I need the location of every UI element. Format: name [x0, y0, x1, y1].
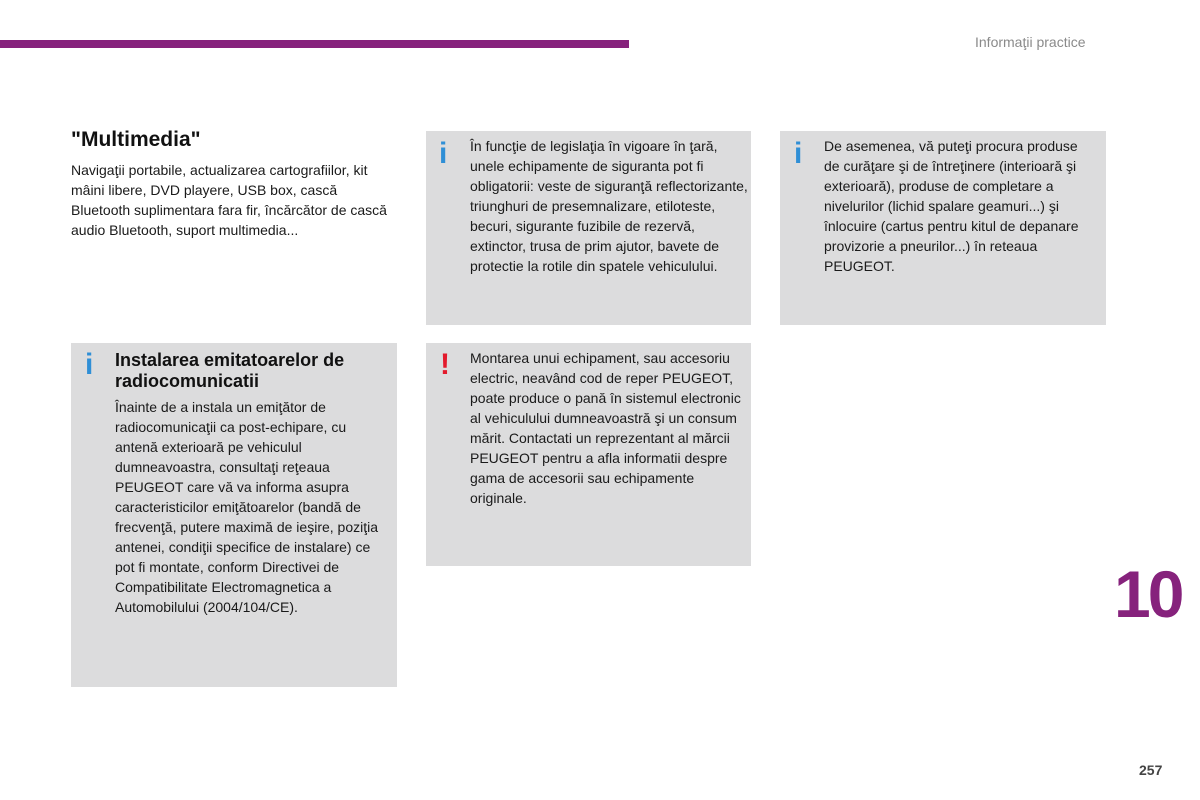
electrical-accessory-warning-box — [426, 343, 751, 566]
radio-transmitter-heading: Instalarea emitatoarelor de radiocomunicatii — [115, 350, 345, 391]
multimedia-text: Navigaţii portabile, actualizarea cartografiilor, kit mâini libere, DVD playere, USB box, cască Bluetooth suplimentara fara fir, încărcător de cască audio Bluetooth, suport multimedia... — [71, 162, 387, 238]
radio-transmitter-text: Înainte de a instala un emiţător de radiocomunicaţii ca post-echipare, cu antenă exterioară pe vehiculul dumneavoastra, consultaţi reţeaua PEUGEOT care vă va informa asupra caracteristicilor emiţătoarelor (bandă de frecvenţă, putere maximă de ieşire, poziţia antenei, condiţii specifice de instalare) ce pot fi montate, conform Directivei de Compatibilitate Electromagnetica a Automobilului (2004/104/CE). — [115, 399, 379, 615]
info-icon: i — [439, 137, 448, 170]
care-products-info-box — [780, 131, 1106, 325]
multimedia-title: "Multimedia" — [71, 128, 201, 151]
chapter-number: 10 — [1114, 557, 1182, 631]
section-title: Informaţii practice — [975, 34, 1086, 50]
warning-text: Montarea unui echipament, sau accesoriu electric, neavând cod de reper PEUGEOT, poate produce o pană în sistemul electronic al vehiculului dumneavoastră şi un consum mărit. Contactati un reprezentant al mărcii PEUGEOT pentru a afla informatii despre gama de accesorii sau echipamente originale. — [470, 350, 741, 506]
radio-transmitter-info-box — [71, 343, 397, 687]
warning-icon: ! — [440, 348, 450, 381]
header-accent-bar — [0, 40, 629, 48]
legislation-text: În funcţie de legislaţia în vigoare în ţară, unele echipamente de siguranta pot fi obligatorii: veste de siguranţă reflectorizante, triunghuri de presemnalizare, etiloteste, becuri, sigurante fuzibile de rezervă, extinctor, trusa de prim ajutor, bavete de protectie la rotile din spatele vehiculului. — [470, 138, 748, 274]
care-products-text: De asemenea, vă puteţi procura produse de curăţare şi de întreţinere (interioară şi exterioară), produse de completare a nivelurilor (lichid spalare geamuri...) şi înlocuire (cartus pentru kitul de depanare provizorie a pneurilor...) în reteaua PEUGEOT. — [824, 138, 1079, 274]
info-icon: i — [794, 137, 803, 170]
info-icon: i — [85, 348, 94, 381]
page-number: 257 — [1139, 762, 1163, 778]
legislation-info-box — [426, 131, 751, 325]
